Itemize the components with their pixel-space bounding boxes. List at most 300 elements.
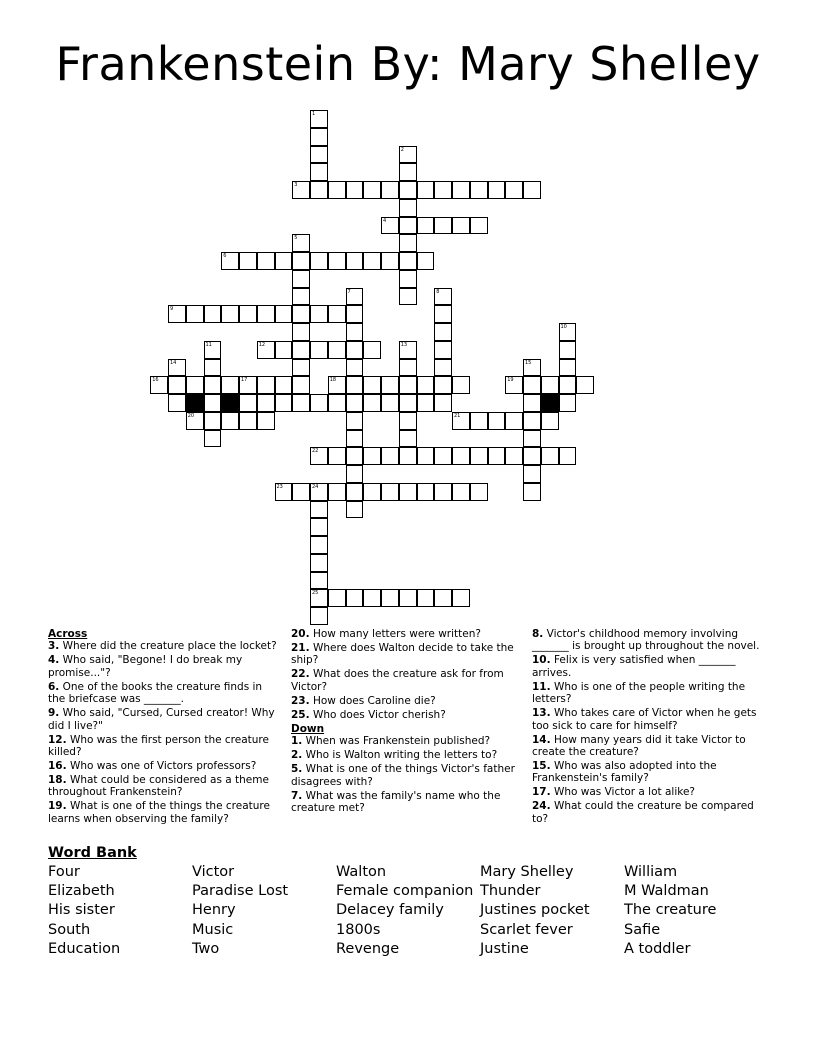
crossword-cell[interactable]	[310, 589, 328, 607]
clue-item	[291, 642, 521, 667]
clue-item	[48, 681, 278, 706]
crossword-cell[interactable]	[292, 234, 310, 252]
clue-item	[291, 668, 521, 693]
clue-number: 9	[170, 306, 174, 313]
clue-item	[291, 749, 521, 761]
word-bank-word: Education	[48, 940, 121, 957]
crossword-cell[interactable]	[346, 412, 364, 430]
crossword-cell[interactable]	[292, 341, 310, 359]
crossword-cell[interactable]	[505, 376, 523, 394]
word-bank-word: 1800s	[336, 921, 381, 938]
clue-item-text: What was the family's name who the creature met?	[291, 789, 501, 815]
clue-number: 21	[454, 412, 461, 419]
crossword-cell[interactable]	[346, 430, 364, 448]
clue-item-text: Who was the first person the creature killed?	[48, 733, 269, 759]
crossword-cell[interactable]	[186, 305, 204, 323]
crossword-cell[interactable]	[488, 181, 506, 199]
crossword-cell[interactable]	[434, 359, 452, 377]
crossword-cell[interactable]	[275, 252, 293, 270]
crossword-cell[interactable]	[417, 181, 435, 199]
clue-item-text: Who said, "Begone! I do break my promise..."?	[48, 654, 243, 679]
word-bank-word: Justines pocket	[480, 902, 590, 919]
word-bank-word: M Waldman	[624, 883, 709, 900]
clue-item	[532, 786, 762, 798]
clue-number: 10	[560, 324, 567, 330]
clue-number: 7	[347, 288, 351, 295]
crossword-cell[interactable]	[523, 447, 541, 465]
clue-item	[291, 628, 521, 640]
crossword-cell[interactable]	[399, 199, 417, 217]
clue-item-text: Who takes care of Victor when he gets too sick to care for himself?	[532, 707, 757, 732]
clue-item-number: 19.	[48, 800, 67, 813]
clue-item-text: What could be considered as a theme throughout Frankenstein?	[48, 774, 269, 799]
crossword-cell[interactable]	[346, 252, 364, 270]
crossword-cell[interactable]	[168, 359, 186, 377]
crossword-cell[interactable]	[363, 181, 381, 199]
clue-item	[291, 763, 521, 788]
word-bank-word: Scarlet fever	[480, 921, 573, 938]
crossword-cell[interactable]	[310, 146, 328, 164]
clue-item-number: 7.	[291, 789, 303, 802]
crossword-cell[interactable]	[239, 394, 257, 412]
clue-item-text: Who was Victor a lot alike?	[550, 786, 695, 799]
crossword-cell[interactable]	[204, 341, 222, 359]
clue-item-number: 21.	[291, 642, 310, 654]
crossword-cell[interactable]	[363, 252, 381, 270]
crossword-cell[interactable]	[434, 394, 452, 412]
crossword-cell[interactable]	[257, 252, 275, 270]
crossword-cell[interactable]	[470, 447, 488, 465]
clue-number: 19	[507, 377, 514, 384]
page-title: Frankenstein By: Mary Shelley	[55, 37, 761, 91]
crossword-cell[interactable]	[470, 483, 488, 501]
crossword-cell[interactable]	[559, 341, 577, 359]
crossword-cell[interactable]	[221, 252, 239, 270]
crossword-cell[interactable]	[328, 394, 346, 412]
crossword-cell[interactable]	[310, 607, 328, 625]
clue-item-number: 6.	[48, 680, 60, 693]
crossword-cell[interactable]	[257, 305, 275, 323]
crossword-cell[interactable]	[310, 447, 328, 465]
crossword-cell[interactable]	[488, 447, 506, 465]
word-bank-title: Word Bank	[48, 845, 137, 861]
clue-item	[48, 640, 278, 652]
clue-item-number: 20.	[291, 628, 310, 640]
crossword-cell[interactable]	[186, 376, 204, 394]
crossword-cell[interactable]	[434, 305, 452, 323]
crossword-cell[interactable]	[221, 376, 239, 394]
clue-item-text: Where did the creature place the locket?	[59, 640, 277, 653]
clue-number: 2	[400, 146, 404, 153]
crossword-cell[interactable]	[399, 483, 417, 501]
clue-item-text: Who was one of Victors professors?	[66, 760, 257, 773]
crossword-cell[interactable]	[292, 483, 310, 501]
word-bank-word: Delacey family	[336, 902, 444, 919]
crossword-cell[interactable]	[275, 394, 293, 412]
crossword-cell[interactable]	[576, 376, 594, 394]
crossword-cell[interactable]	[363, 341, 381, 359]
crossword-cell[interactable]	[204, 359, 222, 377]
crossword-cell[interactable]	[523, 430, 541, 448]
crossword-cell[interactable]	[204, 412, 222, 430]
clue-number: 12	[258, 341, 266, 348]
clue-item-number: 24.	[532, 800, 551, 813]
clue-item-number: 18.	[48, 774, 67, 787]
crossword-cell[interactable]	[559, 359, 577, 377]
word-bank-word: Revenge	[336, 940, 400, 957]
crossword-cell[interactable]	[452, 447, 470, 465]
clue-number: 14	[170, 359, 177, 366]
crossword-cell[interactable]	[381, 394, 399, 412]
clue-item-text: Who is one of the people writing the letters?	[532, 680, 746, 706]
crossword-cell[interactable]	[328, 376, 346, 394]
clue-number: 23	[276, 483, 283, 490]
crossword-cell[interactable]	[523, 465, 541, 483]
crossword-cell[interactable]	[292, 323, 310, 341]
word-bank-word: South	[48, 921, 91, 938]
word-bank-column	[192, 863, 288, 959]
clue-item-text: How many years did it take Victor to create the creature?	[532, 733, 746, 759]
crossword-cell[interactable]	[399, 252, 417, 270]
crossword-cell[interactable]	[470, 412, 488, 430]
crossword-cell[interactable]	[221, 412, 239, 430]
crossword-cell[interactable]	[346, 501, 364, 519]
crossword-cell[interactable]	[452, 181, 470, 199]
clue-item-number: 14.	[532, 733, 551, 746]
clue-item-text: Felix is very satisfied when _______ arrives.	[532, 654, 736, 679]
word-bank-word: Henry	[192, 902, 236, 919]
crossword-cell[interactable]	[417, 483, 435, 501]
word-bank-word: William	[624, 864, 678, 880]
crossword-cell[interactable]	[292, 394, 310, 412]
crossword-cell[interactable]	[292, 376, 310, 394]
crossword-cell[interactable]	[434, 447, 452, 465]
crossword-cell[interactable]	[310, 536, 328, 554]
crossword-cell[interactable]	[346, 447, 364, 465]
crossword-cell[interactable]	[381, 181, 399, 199]
crossword-cell[interactable]	[452, 589, 470, 607]
clue-item-number: 9.	[48, 707, 60, 720]
crossword-cell[interactable]	[328, 305, 346, 323]
crossword-cell[interactable]	[310, 252, 328, 270]
clue-item-text: What does the creature ask for from Victor?	[291, 668, 504, 693]
crossword-cell[interactable]	[328, 447, 346, 465]
crossword-cell[interactable]	[204, 394, 222, 412]
crossword-cell[interactable]	[399, 447, 417, 465]
clue-heading: Down	[291, 722, 325, 735]
crossword-cell[interactable]	[346, 465, 364, 483]
clue-number: 18	[329, 377, 337, 384]
clue-number: 8	[436, 288, 440, 295]
crossword-cell[interactable]	[523, 483, 541, 501]
crossword-cell[interactable]	[363, 483, 381, 501]
crossword-cell[interactable]	[310, 128, 328, 146]
clue-item	[532, 707, 762, 732]
crossword-cell[interactable]	[168, 305, 186, 323]
clues-column-3	[532, 628, 762, 827]
crossword-cell[interactable]	[381, 483, 399, 501]
clue-item-text: How does Caroline die?	[309, 694, 436, 707]
word-bank-word: Justine	[480, 940, 529, 957]
word-bank-column	[480, 863, 590, 959]
crossword-cell[interactable]	[310, 572, 328, 590]
crossword-cell[interactable]	[346, 288, 364, 306]
crossword-cell[interactable]	[505, 412, 523, 430]
crossword-cell[interactable]	[381, 447, 399, 465]
crossword-cell[interactable]	[239, 305, 257, 323]
clue-item	[291, 790, 521, 815]
crossword-cell[interactable]	[434, 376, 452, 394]
crossword-cell[interactable]	[328, 252, 346, 270]
crossword-cell[interactable]	[346, 181, 364, 199]
crossword-cell[interactable]	[399, 234, 417, 252]
crossword-cell[interactable]	[523, 376, 541, 394]
crossword-cell[interactable]	[328, 341, 346, 359]
clue-item-number: 4.	[48, 654, 60, 667]
crossword-cell[interactable]	[363, 376, 381, 394]
crossword-cell[interactable]	[239, 252, 257, 270]
crossword-cell[interactable]	[346, 589, 364, 607]
crossword-cell[interactable]	[434, 288, 452, 306]
crossword-cell[interactable]	[417, 447, 435, 465]
clue-item	[48, 774, 278, 799]
clue-item	[48, 800, 278, 825]
clue-item	[532, 800, 762, 825]
crossword-cell[interactable]	[257, 341, 275, 359]
crossword-cell[interactable]	[328, 483, 346, 501]
clue-item-number: 1.	[291, 735, 303, 748]
crossword-cell[interactable]	[505, 447, 523, 465]
crossword-cell[interactable]	[417, 376, 435, 394]
crossword-cell[interactable]	[523, 181, 541, 199]
crossword-cell[interactable]	[452, 412, 470, 430]
clue-item-text: Who was also adopted into the Frankenstein's family?	[532, 760, 717, 785]
word-bank-word: A toddler	[624, 940, 691, 957]
crossword-cell[interactable]	[239, 376, 257, 394]
clue-number: 22	[312, 448, 319, 455]
clue-item-number: 12.	[48, 733, 67, 746]
clue-item-text: Who said, "Cursed, Cursed creator! Why did I live?"	[48, 707, 275, 732]
clues-column-1	[48, 628, 278, 827]
crossword-cell[interactable]	[399, 163, 417, 181]
clue-item-number: 22.	[291, 668, 310, 681]
clue-number: 16	[152, 377, 159, 384]
crossword-cell[interactable]	[559, 323, 577, 341]
clue-number: 17	[241, 377, 248, 384]
clue-item-text: What is one of the things the creature learns when observing the family?	[48, 800, 270, 825]
clue-item	[532, 654, 762, 679]
clue-item	[532, 681, 762, 706]
clue-number: 5	[294, 235, 298, 242]
crossword-cell[interactable]	[381, 376, 399, 394]
crossword-cell[interactable]	[434, 483, 452, 501]
crossword-cell[interactable]	[168, 376, 186, 394]
crossword-cell[interactable]	[346, 376, 364, 394]
crossword-cell[interactable]	[150, 376, 168, 394]
crossword-cell[interactable]	[505, 181, 523, 199]
clue-number: 13	[400, 341, 408, 348]
crossword-block	[186, 394, 204, 412]
clue-item-text: Who does Victor cherish?	[309, 708, 446, 721]
word-bank-word: Thunder	[480, 883, 541, 900]
crossword-cell[interactable]	[204, 430, 222, 448]
crossword-cell[interactable]	[399, 430, 417, 448]
clue-item	[532, 628, 762, 653]
clue-item-number: 5.	[291, 763, 303, 776]
crossword-cell[interactable]	[310, 341, 328, 359]
crossword-cell[interactable]	[275, 341, 293, 359]
crossword-cell[interactable]	[186, 412, 204, 430]
crossword-cell[interactable]	[559, 394, 577, 412]
crossword-cell[interactable]	[559, 376, 577, 394]
crossword-cell[interactable]	[381, 252, 399, 270]
crossword-cell[interactable]	[310, 110, 328, 128]
crossword-cell[interactable]	[399, 341, 417, 359]
crossword-cell[interactable]	[541, 447, 559, 465]
clue-item-text: Where does Walton decide to take the ship?	[291, 642, 514, 667]
crossword-cell[interactable]	[399, 270, 417, 288]
crossword-cell[interactable]	[488, 412, 506, 430]
clue-item-number: 16.	[48, 760, 67, 773]
crossword-cell[interactable]	[417, 589, 435, 607]
crossword-cell[interactable]	[346, 341, 364, 359]
crossword-cell[interactable]	[257, 376, 275, 394]
crossword-cell[interactable]	[399, 359, 417, 377]
word-bank-word: Safie	[624, 921, 661, 938]
crossword-cell[interactable]	[417, 252, 435, 270]
crossword-cell[interactable]	[434, 217, 452, 235]
crossword-cell[interactable]	[452, 376, 470, 394]
crossword-cell[interactable]	[434, 323, 452, 341]
word-bank-word: Music	[192, 921, 234, 938]
crossword-cell[interactable]	[275, 483, 293, 501]
crossword-cell[interactable]	[399, 146, 417, 164]
crossword-cell[interactable]	[399, 376, 417, 394]
word-bank-word: Elizabeth	[48, 883, 115, 900]
clue-item	[291, 735, 521, 747]
crossword-cell[interactable]	[275, 305, 293, 323]
crossword-cell[interactable]	[239, 412, 257, 430]
crossword-cell[interactable]	[292, 359, 310, 377]
crossword-cell[interactable]	[399, 412, 417, 430]
crossword-cell[interactable]	[381, 589, 399, 607]
clue-item-number: 23.	[291, 694, 310, 707]
word-bank-word: Two	[192, 940, 220, 957]
clue-item-number: 10.	[532, 654, 551, 667]
crossword-cell[interactable]	[221, 305, 239, 323]
crossword-cell[interactable]	[346, 359, 364, 377]
crossword-cell[interactable]	[275, 376, 293, 394]
crossword-cell[interactable]	[310, 181, 328, 199]
word-bank-word: Victor	[192, 864, 235, 880]
clue-number: 11	[205, 341, 212, 348]
crossword-cell[interactable]	[399, 394, 417, 412]
crossword-cell[interactable]	[399, 589, 417, 607]
crossword-cell[interactable]	[310, 501, 328, 519]
crossword-cell[interactable]	[434, 181, 452, 199]
crossword-cell[interactable]	[346, 483, 364, 501]
crossword-cell[interactable]	[381, 217, 399, 235]
crossword-cell[interactable]	[292, 305, 310, 323]
crossword-cell[interactable]	[310, 554, 328, 572]
crossword-cell[interactable]	[204, 376, 222, 394]
crossword-cell[interactable]	[292, 270, 310, 288]
crossword-cell[interactable]	[292, 181, 310, 199]
clue-item-number: 13.	[532, 707, 551, 720]
crossword-cell[interactable]	[523, 412, 541, 430]
word-bank-column	[48, 863, 120, 959]
clue-item	[291, 709, 521, 721]
word-bank-word: Paradise Lost	[192, 883, 289, 900]
crossword-cell[interactable]	[310, 518, 328, 536]
crossword-cell[interactable]	[168, 394, 186, 412]
crossword-cell[interactable]	[523, 359, 541, 377]
clue-number: 3	[294, 182, 298, 188]
clue-item	[48, 760, 278, 772]
crossword-cell[interactable]	[434, 589, 452, 607]
clue-item-text: Victor's childhood memory involving _______ is brought up throughout the novel.	[532, 628, 760, 653]
crossword-cell[interactable]	[434, 341, 452, 359]
word-bank-word: The creature	[624, 902, 717, 919]
crossword-cell[interactable]	[257, 394, 275, 412]
crossword-cell[interactable]	[292, 288, 310, 306]
crossword-cell[interactable]	[559, 447, 577, 465]
clue-number: 1	[312, 111, 316, 117]
crossword-cell[interactable]	[363, 589, 381, 607]
crossword-cell[interactable]	[399, 217, 417, 235]
clue-item	[48, 654, 278, 679]
crossword-cell[interactable]	[257, 412, 275, 430]
crossword-cell[interactable]	[310, 394, 328, 412]
crossword-cell[interactable]	[452, 483, 470, 501]
crossword-cell[interactable]	[541, 376, 559, 394]
crossword-cell[interactable]	[310, 305, 328, 323]
clue-number: 25	[312, 590, 319, 597]
clue-item-number: 8.	[532, 628, 544, 640]
crossword-cell[interactable]	[310, 163, 328, 181]
crossword-cell[interactable]	[328, 589, 346, 607]
crossword-cell[interactable]	[399, 181, 417, 199]
crossword-cell[interactable]	[523, 394, 541, 412]
crossword-block	[221, 394, 239, 412]
crossword-cell[interactable]	[292, 252, 310, 270]
crossword-cell[interactable]	[204, 305, 222, 323]
crossword-cell[interactable]	[328, 181, 346, 199]
word-bank-word: Four	[48, 864, 80, 880]
crossword-cell[interactable]	[470, 217, 488, 235]
word-bank-word: His sister	[48, 902, 115, 919]
crossword-cell[interactable]	[417, 394, 435, 412]
crossword-cell[interactable]	[541, 412, 559, 430]
crossword-cell[interactable]	[363, 447, 381, 465]
clue-number: 24	[312, 483, 319, 490]
word-bank-word: Walton	[336, 864, 387, 880]
crossword-cell[interactable]	[363, 394, 381, 412]
crossword-cell[interactable]	[470, 181, 488, 199]
crossword-cell[interactable]	[417, 217, 435, 235]
crossword-cell[interactable]	[346, 305, 364, 323]
clue-item	[291, 695, 521, 707]
clue-item	[532, 760, 762, 785]
crossword-cell[interactable]	[310, 483, 328, 501]
crossword-cell[interactable]	[399, 288, 417, 306]
crossword-cell[interactable]	[346, 394, 364, 412]
crossword-cell[interactable]	[346, 323, 364, 341]
crossword-cell[interactable]	[452, 217, 470, 235]
clue-item-number: 3.	[48, 640, 60, 653]
clue-number: 15	[525, 359, 532, 366]
clue-item	[532, 734, 762, 759]
